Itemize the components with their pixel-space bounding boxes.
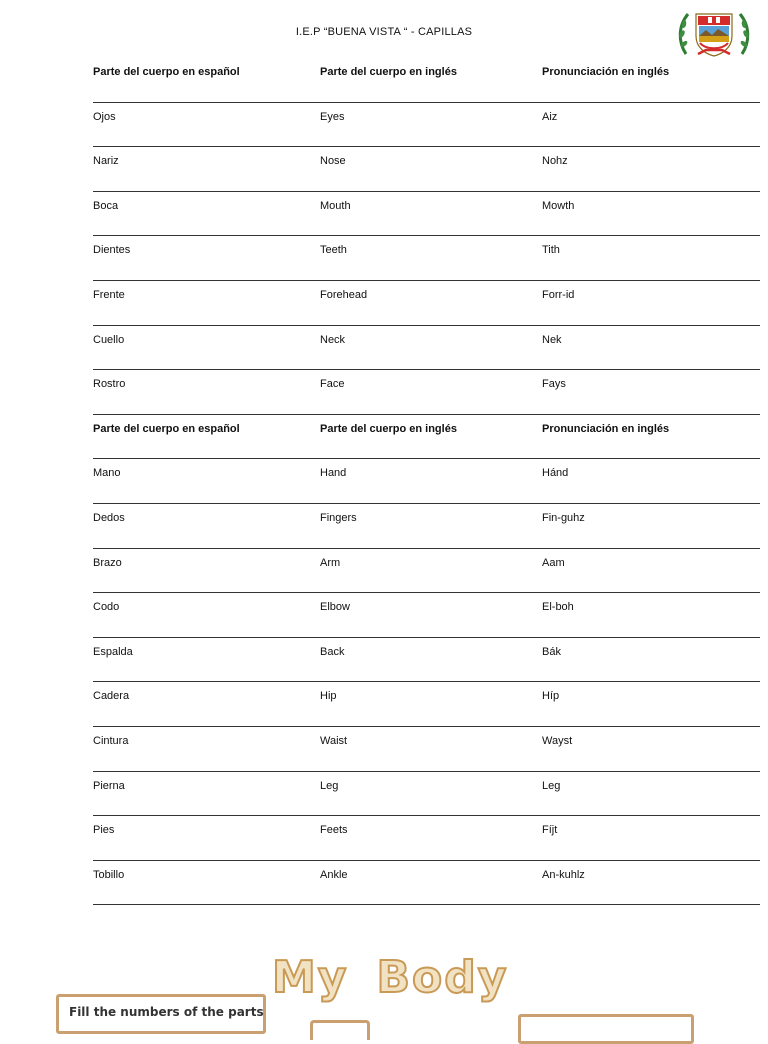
table-row [93,504,760,549]
spanish-cell: Tobillo [93,868,125,881]
header-pronunciation: Pronunciación en inglés [542,422,670,435]
table-row [93,103,760,148]
my-body-title [272,952,508,1003]
header-english: Parte del cuerpo en inglés [320,66,457,78]
english-cell: Face [320,378,345,391]
header-pronunciation: Pronunciación en inglés [542,66,670,78]
pronunciation-cell: Mowth [542,199,575,212]
title-word-my: My [272,952,349,1003]
english-cell: Neck [320,333,346,346]
english-cell: Waist [320,734,348,747]
english-cell: Mouth [320,199,351,212]
table-row [93,682,760,727]
english-cell: Eyes [320,110,345,123]
header-spanish: Parte del cuerpo en español [93,422,240,435]
spanish-cell: Pierna [93,779,125,792]
spanish-cell: Nariz [93,155,119,168]
english-cell: Fingers [320,511,357,524]
pronunciation-cell: Leg [542,779,561,792]
pronunciation-cell: Forr-id [542,288,575,301]
header-english: Parte del cuerpo en inglés [320,422,457,435]
english-cell: Arm [320,556,341,569]
pronunciation-cell: Híp [542,690,560,703]
pronunciation-cell: Tith [542,244,560,257]
english-cell: Back [320,645,345,658]
table-row [93,192,760,237]
spanish-cell: Ojos [93,110,116,123]
spanish-cell: Brazo [93,556,122,569]
table-row [93,370,760,415]
pronunciation-cell: Fin-guhz [542,511,585,524]
page-title: I.E.P “BUENA VISTA “ - CAPILLAS [295,26,473,38]
spanish-cell: Codo [93,601,120,614]
pronunciation-cell: Fíjt [542,824,558,837]
title-word-body: Body [376,952,509,1003]
english-cell: Teeth [320,244,347,257]
pronunciation-cell: Aam [542,556,565,569]
spanish-cell: Boca [93,199,119,212]
english-cell: Leg [320,779,339,792]
pronunciation-cell: An-kuhlz [542,868,585,881]
spanish-cell: Mano [93,467,121,480]
pronunciation-cell: Fays [542,378,566,391]
spanish-cell: Pies [93,824,115,837]
spanish-cell: Frente [93,288,125,301]
table-row [93,638,760,683]
table-row [93,326,760,371]
english-cell: Hand [320,467,347,480]
header-spanish: Parte del cuerpo en español [93,66,240,78]
spanish-cell: Cuello [93,333,125,346]
decorative-frame [518,1014,694,1044]
spanish-cell: Cintura [93,734,129,747]
english-cell: Elbow [320,601,350,614]
instruction-text: Fill the numbers of the parts [69,1005,264,1019]
english-cell: Ankle [320,868,348,881]
table-row [93,459,760,504]
table-row [93,727,760,772]
vocabulary-table [93,58,760,905]
pronunciation-cell: Nek [542,333,562,346]
spanish-cell: Rostro [93,378,126,391]
instruction-box [56,994,266,1034]
table-header-row [93,415,760,460]
pronunciation-cell: Hánd [542,467,569,480]
pronunciation-cell: Aiz [542,110,558,123]
pronunciation-cell: Nohz [542,155,568,168]
table-row [93,236,760,281]
table-row [93,147,760,192]
spanish-cell: Dientes [93,244,131,257]
table-row [93,772,760,817]
spanish-cell: Espalda [93,645,133,658]
pronunciation-cell: Bák [542,645,561,658]
pronunciation-cell: Wayst [542,734,573,747]
table-header-row [93,58,760,103]
table-row [93,861,760,906]
decorative-frame [310,1020,370,1040]
english-cell: Hip [320,690,337,703]
spanish-cell: Dedos [93,511,125,524]
english-cell: Forehead [320,288,368,301]
table-row [93,816,760,861]
table-row [93,593,760,638]
english-cell: Feets [320,824,348,837]
english-cell: Nose [320,155,346,168]
table-row [93,549,760,594]
table-row [93,281,760,326]
pronunciation-cell: El-boh [542,601,574,614]
spanish-cell: Cadera [93,690,130,703]
coat-of-arms-icon [676,6,752,58]
